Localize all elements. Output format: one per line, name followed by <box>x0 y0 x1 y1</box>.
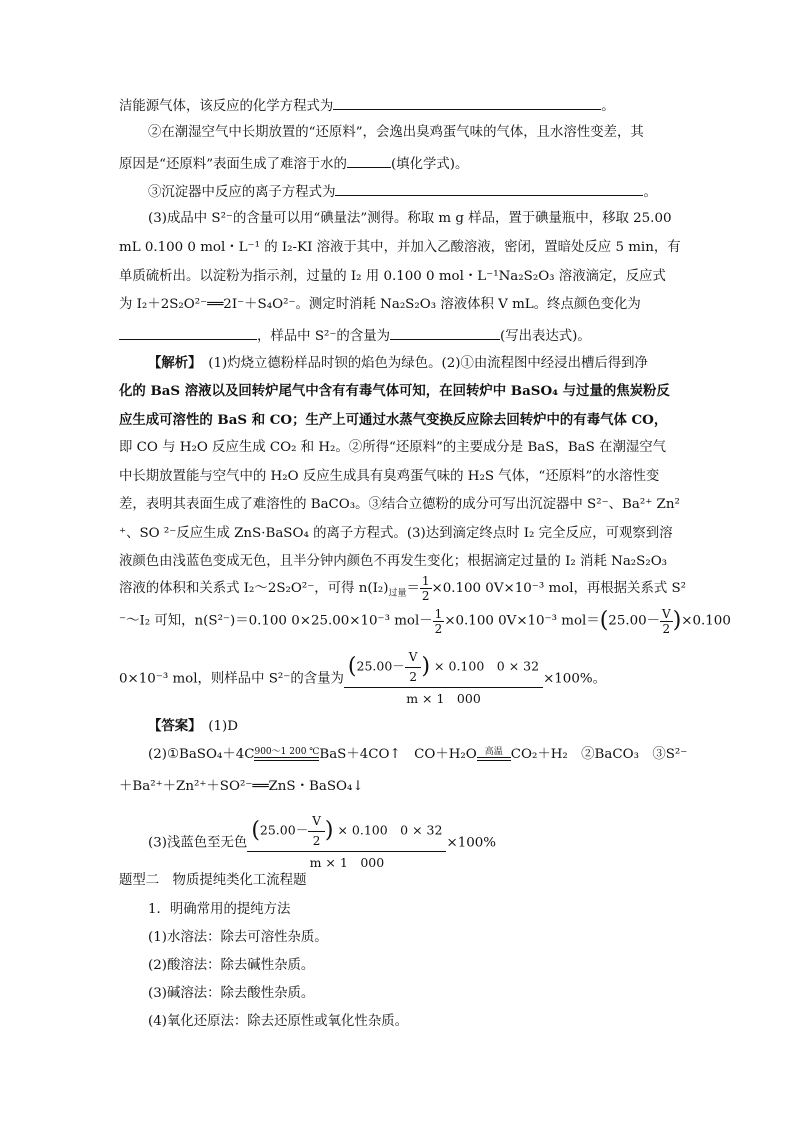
section-title: 题型二 物质提纯类化工流程题 <box>119 873 307 888</box>
text: (3)浅蓝色至无色 <box>148 835 248 851</box>
text: 洁能源气体，该反应的化学方程式为 <box>119 99 334 114</box>
denominator: 2 <box>434 621 443 636</box>
answer-blank[interactable] <box>333 94 601 110</box>
subscript: 过量 <box>388 588 407 599</box>
left-paren: ( <box>599 608 609 633</box>
question-line-3 <box>119 152 468 175</box>
text: ×100%。 <box>543 671 606 687</box>
text: ×100% <box>446 835 496 851</box>
right-paren: ) <box>672 608 682 633</box>
answer-line-1 <box>148 716 238 737</box>
answer-blank[interactable] <box>347 152 391 168</box>
question-line-6: mL 0.100 0 mol・L⁻¹ 的 I₂-KI 溶液于其中，并加入乙酸溶液，密闭，置暗处反应 5 min，有 <box>119 240 681 255</box>
text: 溶液的体积和关系式 I₂～2S₂O²⁻，可得 n(I₂) <box>119 581 389 596</box>
fraction-v-half <box>660 607 673 636</box>
analysis-line-5: 中长期放置能与空气中的 H₂O 反应生成具有臭鸡蛋气味的 H₂S 气体，“还原料”的水溶性变 <box>119 469 660 484</box>
denominator: m × 1 000 <box>309 855 385 870</box>
analysis-line-9 <box>119 574 686 609</box>
condition-arrow <box>254 748 319 761</box>
method-item-1: (1)水溶法：除去可溶性杂质。 <box>148 930 328 945</box>
answer-tag: 【答案】 <box>148 718 195 734</box>
numerator: V <box>308 814 325 832</box>
text: ＝ <box>406 581 420 596</box>
text: ，样品中 S²⁻的含量为 <box>257 329 390 344</box>
numerator: V <box>405 650 422 668</box>
text: (填化学式)。 <box>390 157 469 172</box>
numerator: 1 <box>421 574 430 588</box>
text: ×0.100 0V×10⁻³ mol＝ <box>444 613 600 629</box>
analysis-line-2: 化的 BaS 溶液以及回转炉尾气中含有有毒气体可知，在回转炉中 BaSO₄ 与过量的焦炭粉反 <box>119 383 670 399</box>
answer-line-3: ＋Ba²⁺＋Zn²⁺＋SO²⁻══ZnS・BaSO₄↓ <box>119 779 364 794</box>
analysis-line-8: 液颜色由浅蓝色变成无色，且半分钟内颜色不再发生变化；根据滴定过量的 I₂ 消耗 Na₂S₂O₃ <box>119 554 668 569</box>
text: 0×10⁻³ mol，则样品中 S²⁻的含量为 <box>119 671 344 687</box>
text: 25.00－ <box>608 613 661 629</box>
question-line-7: 单质硫析出。以淀粉为指示剂，过量的 I₂ 用 0.100 0 mol・L⁻¹Na₂S₂O₃ 溶液滴定，反应式 <box>119 269 666 284</box>
text: 原因是“还原料”表面生成了难溶于水的 <box>119 157 347 172</box>
numerator <box>344 650 543 688</box>
text: (1)灼烧立德粉样品时钡的焰色为绿色。(2)①由流程图中经浸出槽后得到净 <box>208 356 648 371</box>
text: (写出表达式)。 <box>500 329 591 344</box>
text: ⁻～I₂ 可知，n(S²⁻)＝0.100 0×25.00×10⁻³ mol－ <box>119 613 433 629</box>
text: 。 <box>643 185 657 200</box>
text: (2)①BaSO₄＋4C <box>148 747 255 762</box>
content-fraction <box>247 814 446 872</box>
method-item-4: (4)氧化还原法：除去还原性或氧化性杂质。 <box>148 1014 408 1029</box>
question-line-2: ②在潮湿空气中长期放置的“还原料”，会逸出臭鸡蛋气味的气体，且水溶性变差，其 <box>148 125 644 140</box>
analysis-line-6: 差，表明其表面生成了难溶性的 BaCO₃。③结合立德粉的成分可写出沉淀器中 S²⁻、Ba²⁺ Zn² <box>119 497 680 512</box>
question-line-5: (3)成品中 S²⁻的含量可以用“碘量法”测得。称取 m g 样品，置于碘量瓶中，移取 25.00 <box>148 211 672 226</box>
content-fraction <box>344 650 543 708</box>
question-line-8: 为 I₂＋2S₂O²⁻══2I⁻＋S₄O²⁻。测定时消耗 Na₂S₂O₃ 溶液体积 V mL。终点颜色变化为 <box>119 297 641 312</box>
analysis-line-10 <box>119 606 731 637</box>
analysis-tag: 【解析】 <box>148 355 195 371</box>
denominator: 2 <box>421 589 430 603</box>
fraction-one-half <box>433 607 445 636</box>
text: 25.00－ <box>259 822 309 838</box>
question-line-4 <box>148 180 657 203</box>
analysis-line-4: 即 CO 与 H₂O 反应生成 CO₂ 和 H₂。②所得“还原料”的主要成分是 BaS，BaS 在潮湿空气 <box>119 440 667 455</box>
text: CO₂＋H₂ ②BaCO₃ ③S²⁻ <box>510 747 688 762</box>
text: × 0.100 0 × 32 <box>434 658 540 674</box>
answer-blank[interactable] <box>119 324 257 340</box>
analysis-line-7: ⁺、SO ²⁻反应生成 ZnS·BaSO₄ 的离子方程式。(3)达到滴定终点时 I₂ 完全反应，可观察到溶 <box>119 526 673 541</box>
text: (1)D <box>208 719 238 734</box>
right-paren: ) <box>324 818 334 843</box>
subsection-title: 1．明确常用的提纯方法 <box>148 902 291 917</box>
condition-arrow <box>477 748 511 761</box>
text: × 0.100 0 × 32 <box>337 822 443 838</box>
answer-line-2 <box>148 742 687 768</box>
condition-label: 高温 <box>484 747 503 757</box>
fraction-v-half <box>308 814 325 848</box>
numerator: V <box>662 606 671 621</box>
denominator: 2 <box>409 670 417 684</box>
analysis-line-3: 应生成可溶性的 BaS 和 CO；生产上可通过水蒸气变换反应除去回转炉中的有毒气体 CO， <box>119 412 668 428</box>
text: 25.00－ <box>356 658 405 674</box>
answer-line-4 <box>148 814 496 872</box>
text: BaS＋4CO↑ CO＋H₂O <box>319 747 477 762</box>
answer-blank[interactable] <box>335 180 643 196</box>
analysis-line-1 <box>148 353 648 374</box>
text: 。 <box>601 99 615 114</box>
answer-blank[interactable] <box>390 324 500 340</box>
text: ③沉淀器中反应的离子方程式为 <box>148 185 336 200</box>
denominator: 2 <box>312 834 321 848</box>
analysis-line-11 <box>119 650 606 708</box>
fraction-v-half <box>405 650 422 684</box>
left-paren: ( <box>251 818 260 843</box>
question-line-1 <box>119 94 615 117</box>
fraction-one-half <box>420 574 432 603</box>
denominator: 2 <box>662 621 671 636</box>
numerator: 1 <box>434 606 443 621</box>
right-paren: ) <box>421 654 431 679</box>
text: ×0.100 0V×10⁻³ mol，再根据关系式 S² <box>431 581 687 596</box>
method-item-3: (3)碱溶法：除去酸性杂质。 <box>148 986 315 1001</box>
left-paren: ( <box>347 654 357 679</box>
condition-label: 900～1 200 ℃ <box>254 747 320 757</box>
denominator: m × 1 000 <box>406 691 481 706</box>
method-item-2: (2)酸溶法：除去碱性杂质。 <box>148 958 315 973</box>
question-line-9 <box>119 324 591 347</box>
numerator <box>247 814 446 852</box>
double-line <box>477 757 511 761</box>
text: ×0.100 <box>681 613 731 629</box>
double-line <box>254 757 319 761</box>
